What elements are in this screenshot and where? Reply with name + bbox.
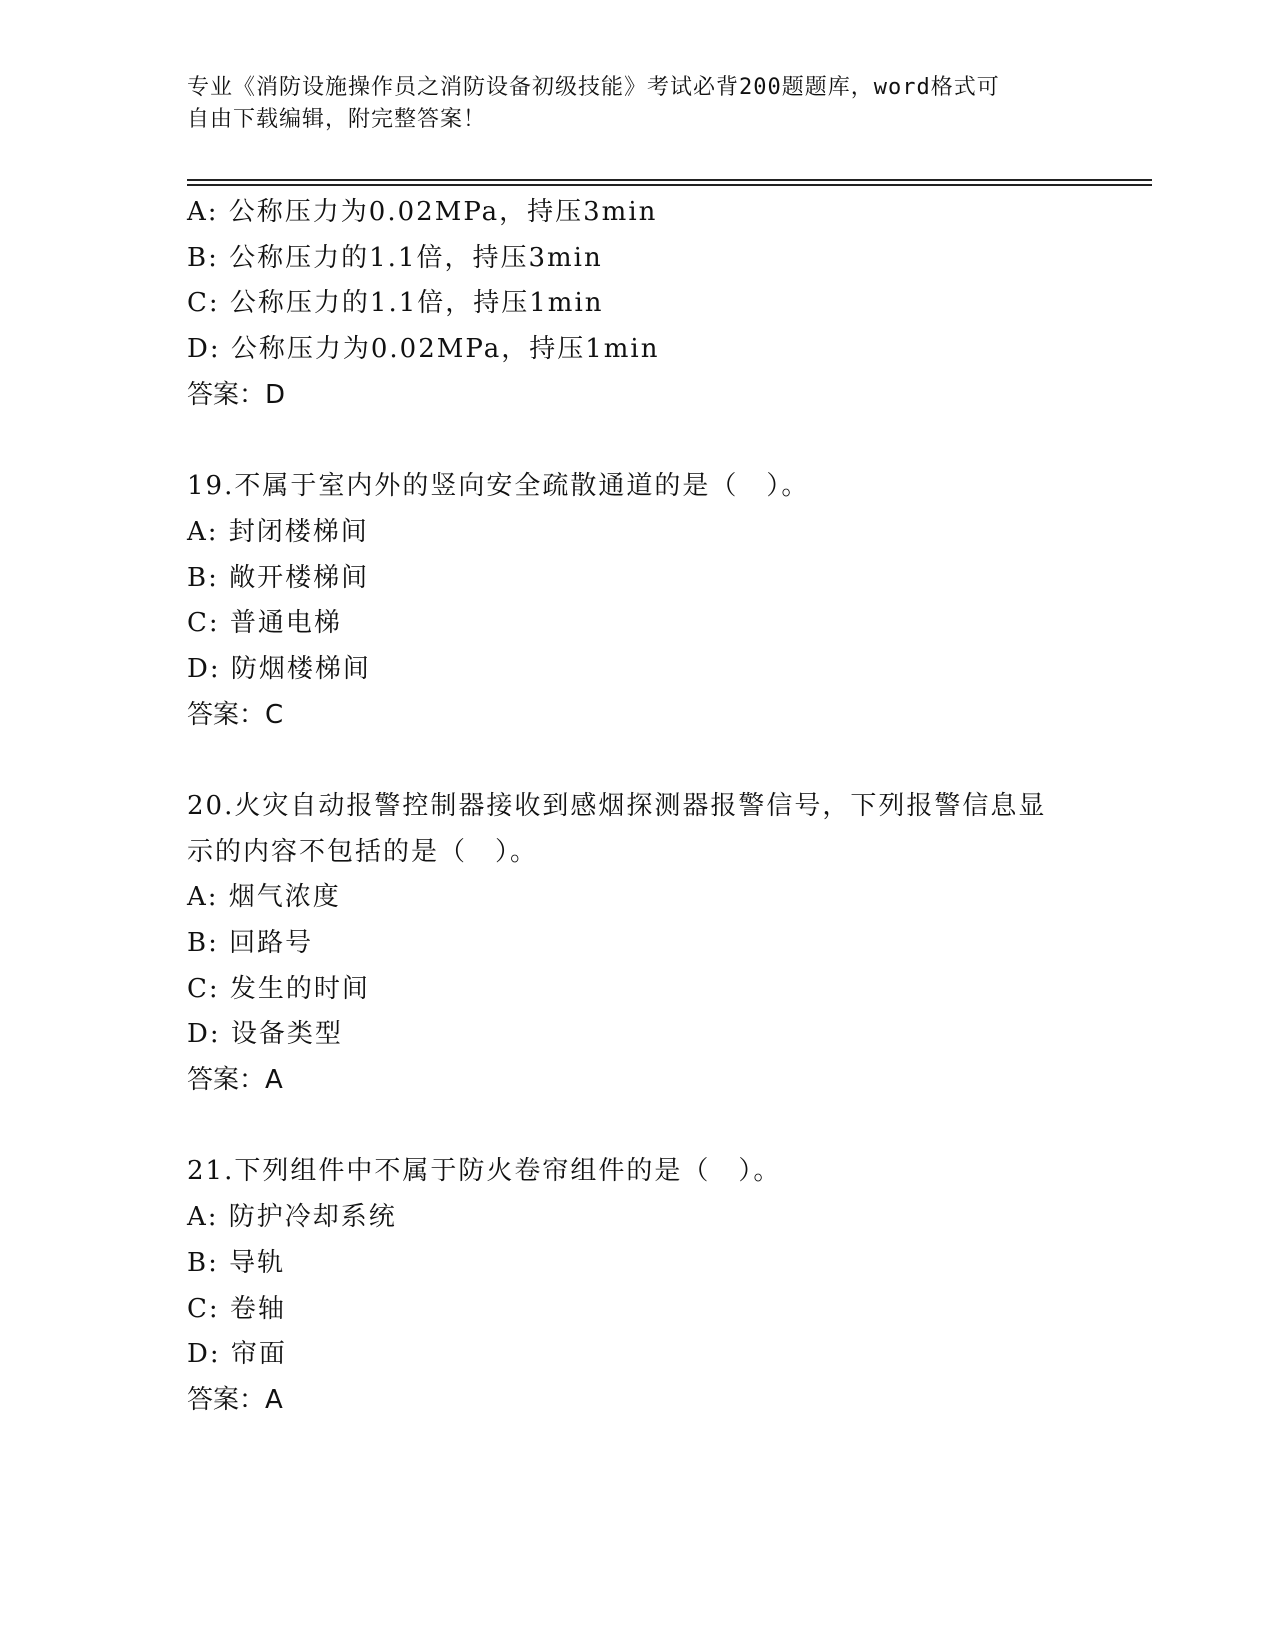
- question-21: [187, 1149, 1087, 1423]
- option-c: C: 卷轴: [187, 1293, 286, 1324]
- spacer: [187, 1104, 1087, 1150]
- option-c: C: 发生的时间: [187, 973, 370, 1004]
- question-18: [187, 190, 1087, 418]
- option-d: D: 设备类型: [187, 1019, 343, 1050]
- header-divider-bottom: [187, 184, 1152, 186]
- option-c: C: 公称压力的1.1倍，持压1min: [187, 288, 604, 319]
- question-stem-line-2: 示的内容不包括的是（ ）。: [187, 836, 539, 867]
- answer: 答案：A: [187, 1384, 283, 1415]
- spacer: [187, 738, 1087, 784]
- question-stem: 19.不属于室内外的竖向安全疏散通道的是（ ）。: [187, 471, 810, 502]
- option-b: B: 公称压力的1.1倍，持压3min: [187, 242, 603, 273]
- question-list: [187, 190, 1087, 1424]
- answer: 答案：D: [187, 379, 286, 410]
- option-b: B: 敞开楼梯间: [187, 562, 370, 593]
- option-a: A: 封闭楼梯间: [187, 516, 369, 547]
- option-a: A: 公称压力为0.02MPa，持压3min: [187, 197, 658, 227]
- option-d: D: 防烟楼梯间: [187, 653, 371, 684]
- header-line-2: 自由下载编辑，附完整答案！: [187, 107, 487, 132]
- question-20: [187, 784, 1087, 1104]
- header-line-1: 专业《消防设施操作员之消防设备初级技能》考试必背200题题库，word格式可: [187, 75, 1000, 100]
- option-c: C: 普通电梯: [187, 608, 342, 639]
- answer: 答案：A: [187, 1065, 283, 1096]
- option-b: B: 导轨: [187, 1247, 286, 1278]
- question-stem-line-1: 20.火灾自动报警控制器接收到感烟探测器报警信号，下列报警信息显: [187, 790, 1047, 821]
- option-d: D: 公称压力为0.02MPa，持压1min: [187, 334, 660, 365]
- option-a: A: 烟气浓度: [187, 882, 341, 913]
- document-header: [187, 72, 1067, 136]
- spacer: [187, 418, 1087, 464]
- answer: 答案：C: [187, 699, 284, 730]
- option-d: D: 帘面: [187, 1339, 287, 1370]
- option-b: B: 回路号: [187, 928, 314, 958]
- option-a: A: 防护冷却系统: [187, 1202, 397, 1233]
- question-19: [187, 464, 1087, 738]
- header-divider-top: [187, 179, 1152, 181]
- question-stem: 21.下列组件中不属于防火卷帘组件的是（ ）。: [187, 1156, 782, 1187]
